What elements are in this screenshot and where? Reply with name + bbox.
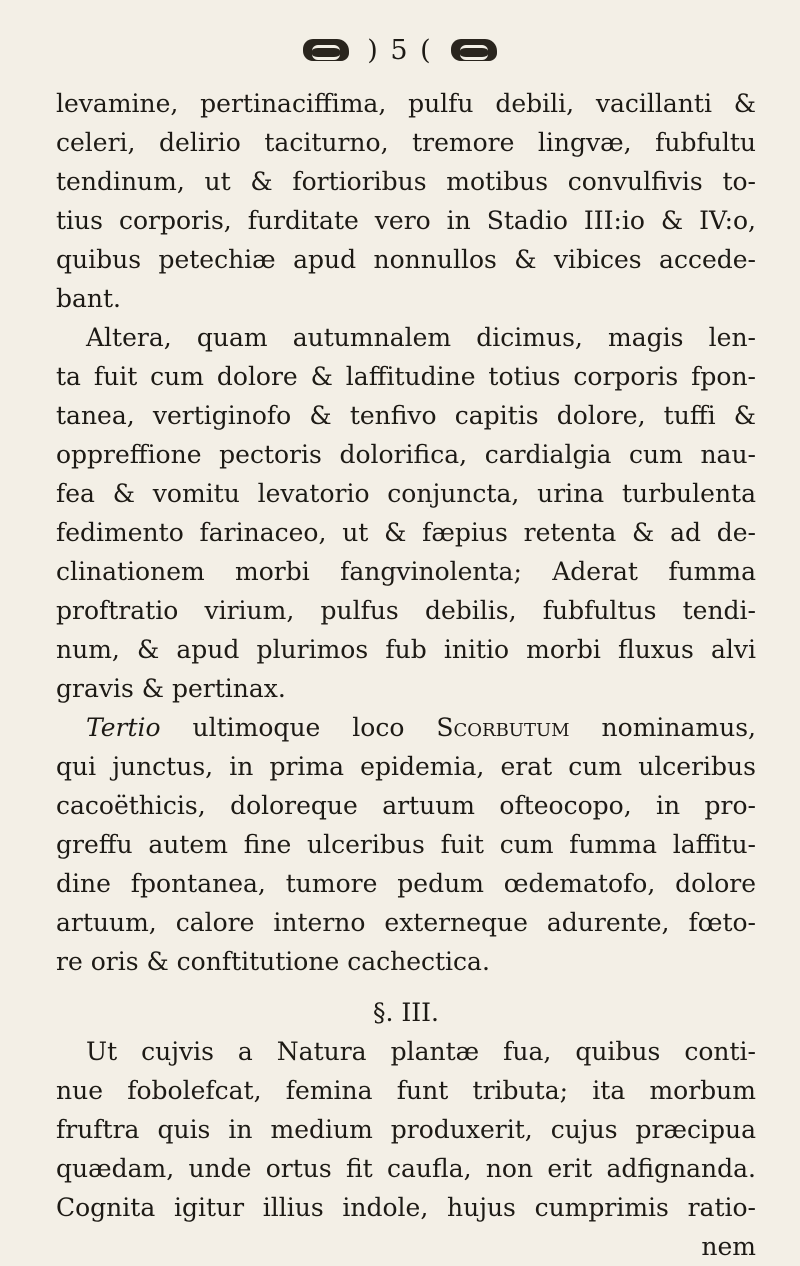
text-line: clinationem morbi fangvinolenta; Aderat fumma — [56, 557, 756, 586]
text-line: nue fobolefcat, femina funt tributa; ita morbum — [56, 1076, 756, 1105]
section-heading: §. III. — [373, 998, 439, 1027]
text-run: ultimoque loco — [160, 713, 437, 742]
section-gap — [56, 981, 756, 993]
text-line: levamine, pertinaciffima, pulfu debili, vacillanti & — [56, 89, 756, 118]
text-line: ta fuit cum dolore & laffitudine totius corporis fpon- — [56, 362, 756, 391]
small-caps-word: Scorbutum — [436, 713, 570, 742]
text-line: artuum, calore interno externeque adurente, fœto- — [56, 908, 756, 937]
text-line: num, & apud plurimos fub initio morbi fluxus alvi — [56, 635, 756, 664]
text-line: re oris & conftitutione cachectica. — [56, 947, 490, 976]
page-header — [0, 30, 800, 70]
text-line: tendinum, ut & fortioribus motibus convulfivis to- — [56, 167, 756, 196]
paragraph-2 — [56, 318, 756, 708]
text-line: tanea, vertiginofo & tenfivo capitis dolore, tuffi & — [56, 401, 756, 430]
text-line: quædam, unde ortus fit caufla, non erit adfignanda. — [56, 1154, 756, 1183]
text-line: Altera, quam autumnalem dicimus, magis len- — [86, 323, 756, 352]
catchword: nem — [701, 1232, 756, 1261]
text-line: quibus petechiæ apud nonnullos & vibices accede- — [56, 245, 756, 274]
text-line: oppreffione pectoris dolorifica, cardialgia cum nau- — [56, 440, 756, 469]
text-line: fedimento farinaceo, ut & fæpius retenta & ad de- — [56, 518, 756, 547]
paragraph-4 — [56, 1032, 756, 1227]
text-line: cacoëthicis, doloreque artuum ofteocopo, in pro- — [56, 791, 756, 820]
text-line: bant. — [56, 284, 122, 313]
text-line — [56, 708, 756, 747]
text-line: gravis & pertinax. — [56, 674, 286, 703]
text-line: fea & vomitu levatorio conjuncta, urina turbulenta — [56, 479, 756, 508]
text-line: celeri, delirio taciturno, tremore lingvæ, fubfultu — [56, 128, 756, 157]
text-line: qui junctus, in prima epidemia, erat cum ulceribus — [56, 752, 756, 781]
text-line: greffu autem fine ulceribus fuit cum fumma laffitu- — [56, 830, 756, 859]
text-run: nominamus, — [569, 713, 756, 742]
page-body — [56, 84, 756, 1266]
text-line: dine fpontanea, tumore pedum œdematofo, dolore — [56, 869, 756, 898]
page-number: ) 5 ( — [367, 34, 433, 66]
text-line: fruftra quis in medium produxerit, cujus præcipua — [56, 1115, 756, 1144]
fleuron-ornament-left — [303, 39, 349, 61]
text-line: Ut cujvis a Natura plantæ fua, quibus conti- — [86, 1037, 756, 1066]
italic-word: Tertio — [86, 713, 161, 742]
text-line: Cognita igitur illius indole, hujus cumprimis ratio- — [56, 1193, 756, 1222]
text-line: tius corporis, furditate vero in Stadio III:io & IV:o, — [56, 206, 756, 235]
paragraph-3 — [56, 708, 756, 981]
fleuron-ornament-right — [451, 39, 497, 61]
paragraph-1 — [56, 84, 756, 318]
text-line: proftratio virium, pulfus debilis, fubfultus tendi- — [56, 596, 756, 625]
